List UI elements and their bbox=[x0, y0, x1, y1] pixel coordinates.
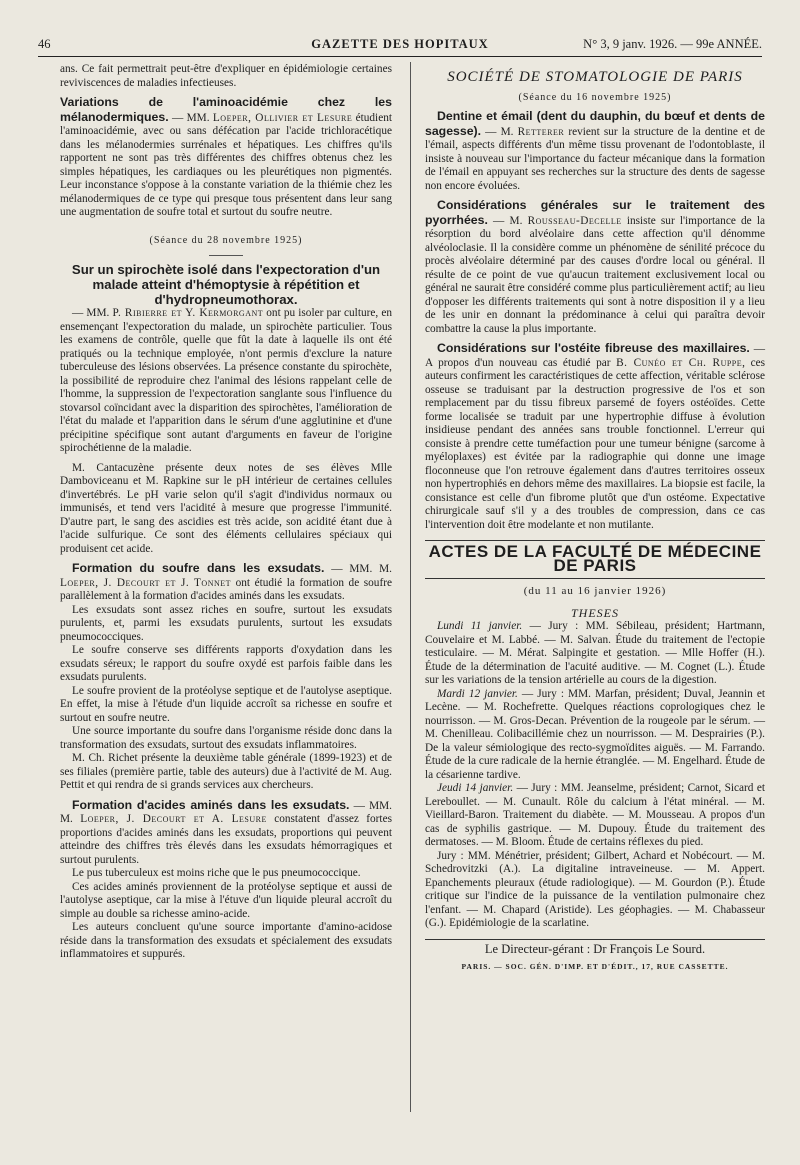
article-authors: Loeper, J. Decourt et J. Tonnet bbox=[60, 576, 232, 589]
article-paragraph: Le soufre conserve ses différents rapports d'oxydation dans les exsudats séreux; le rapport du soufre oxydé est parfois faible dans les exsudats purulents. bbox=[60, 644, 392, 683]
article-title: Sur un spirochète isolé dans l'expectoration d'un malade atteint d'hémoptysie à répétition et d'hydropneumothorax. bbox=[71, 262, 381, 307]
director-line: Le Directeur-gérant : Dr François Le Sourd. bbox=[484, 941, 706, 956]
article-spirochete: — MM. P. Ribierre et Y. Kermorgant ont pu isoler par culture, en ensemençant l'expectoration du malade, un spirochète particulier. Tous les examens de contrôle, quelle que fût la date à laquelle ils ont été pratiqués ou la technique employée, n'ont permis d'exclure la nature tuberculeuse des lésions observées. La présence constante du spirochète, la possibilité de reproduire chez l'animal des lésions rappelant celle de l'homme, la suppression de l'expectoration sanglante sous l'influence du stovarsol coïncidant avec la disparition des spirochètes, l'amélioration de l'état du malade et l'apparition dans le sérum d'une agglutinine et d'une précipitine spécifique sont autant d'arguments en faveur de l'origine spirochétienne de la maladie. bbox=[60, 307, 392, 454]
day-label: Lundi 11 janvier. bbox=[437, 620, 523, 632]
article-dentine: Dentine et émail (dent du dauphin, du bœuf et dents de sagesse). — M. Retterer revient sur la structure de la dentine et de l'émail, aspects différents d'un même tissu provenant de l'odontoblaste, il insiste à nouveau sur l'importance du facteur mécanique dans la formation de l'émail en appuyant ses recherches sur la structure des dents de sagesse non encore évoluées. bbox=[425, 109, 765, 192]
intro-paragraph: ans. Ce fait permettrait peut-être d'expliquer en épidémiologie certaines reviviscences de maladies infectieuses. bbox=[60, 63, 392, 89]
theses-day-tuesday bbox=[425, 688, 765, 783]
article-soufre: Formation du soufre dans les exsudats. — MM. M. Loeper, J. Decourt et J. Tonnet ont étudié la formation de soufre parallèlement à la formation d'acides aminés dans les exsudats. bbox=[60, 561, 392, 602]
article-authors: Loeper, J. Decourt et A. Lesure bbox=[80, 813, 267, 825]
article-paragraph: Une source importante du soufre dans l'organisme réside donc dans la transformation des exsudats, surtout des exsudats inflammatoires. bbox=[60, 725, 392, 751]
article-paragraph: Les exsudats sont assez riches en soufre, surtout les exsudats purulents, et, parmi les exsudats purulents, surtout les exsudats pneumococciques. bbox=[60, 603, 392, 643]
article-body: ces auteurs confirment les caractéristiques de cette affection, véritable sclérose osseuse se traduisant par la destruction progressive de l'os et son remplacement par du tissu fibreux parsemé de foyers ostéoïdes. Cette forme localisée se traduit par une hypertrophie diffuse à évolution insidieuse pendant des années sans trouble fonctionnel. L'erreur qui consiste à prendre cette tuméfaction pour une tumeur bénigne (sarcome à myéloplaxes) est évitée par la radiographie qui donne une image floconneuse que l'on retrouve également dans d'autres territoires osseux non hypertrophiés en dehors même des maxillaires. La biopsie est facile, la consistance est celle d'un fibrome plutôt que d'un ostéome. Expectative chirurgicale sauf s'il y a des troubles de compression, dans ce cas l'intervention doit être modelante et non mutilante. bbox=[425, 356, 765, 531]
issue-info: N° 3, 9 janv. 1926. — 99e ANNÉE. bbox=[583, 37, 762, 51]
article-paragraph: Le pus tuberculeux est moins riche que le pus pneumococcique. bbox=[72, 867, 361, 879]
article-paragraph: Les auteurs concluent qu'une source importante d'amino-acidose réside dans la transformation des exsudats et spécialement des exsudats inflammatoires et suppurés. bbox=[60, 921, 392, 960]
day-label: Mardi 12 janvier. bbox=[437, 687, 518, 700]
article-cantacuzene: M. Cantacuzène présente deux notes de ses élèves Mlle Damboviceanu et M. Rapkine sur le pH intérieur de certaines cellules d'invertébrés. Le pH varie selon qu'il s'agit d'individus normaux ou immunisés, et tend vers l'acidité à mesure que progresse l'immunité. D'autre part, le sang des ascidies est très acide, son acidité étant due à l'acide sulfurique. Ce sont des éléments cellulaires spéciaux qui produisent cet acide. bbox=[60, 461, 392, 555]
article-title: Considérations sur l'ostéite fibreuse des maxillaires. bbox=[437, 341, 750, 355]
article-authors: Rousseau-Decelle bbox=[527, 214, 622, 227]
article-title: Considérations générales sur le traitement des pyorrhées. bbox=[425, 198, 765, 227]
article-authors: P. Ribierre et Y. Kermorgant bbox=[112, 307, 264, 319]
article-paragraph: Le soufre provient de la protéolyse septique et de l'autolyse aseptique. En effet, la mise à l'étude d'un liquide accroît sa richesse en soufre et surtout en soufre neutre. bbox=[60, 684, 392, 724]
day-body: — Jury : MM. Sébileau, président; Hartmann, Couvelaire et M. Labbé. — M. Salvan. Étude du traitement de l'ectopie testiculaire. — M. Mérat. Salpingite et gestation. — Mlle Hoffer (H.). Étude de la détermination de l'acuité auditive. — M. Cognet (L.). Étude sur les variations de la tension artérielle au cours de la digestion. bbox=[425, 620, 765, 686]
left-column bbox=[60, 63, 392, 962]
theses-heading: THESES bbox=[571, 605, 619, 620]
journal-title: GAZETTE DES HOPITAUX bbox=[311, 37, 489, 51]
article-acides-amines: Formation d'acides aminés dans les exsudats. — MM. M. Loeper, J. Decourt et A. Lesure constatent d'assez fortes proportions d'acides aminés dans les exsudats, proportions qui peuvent atteindre des chiffres très élevés dans les exsudats hémorragiques et surtout purulents. bbox=[60, 797, 393, 866]
article-body: insiste sur l'importance de la résorption du bord alvéolaire dans cette affection qu'il dénomme alvéoloclasie. Il la considère comme un phénomène de sénilité précoce du procès alvéolaire déterminé par des causes d'ordre local ou général. Il résulte de ce point de vue qu'aucun traitement exclusivement local ou général ne saurait être considéré comme plus particulièrement actif; au lieu d'opposer les différents traitements qui sont à notre disposition il y a lieu de les unir en donnant la prédominance à celui qui paraîtra devoir combattre la cause la plus importante. bbox=[425, 214, 766, 335]
article-paragraph: Ces acides aminés proviennent de la protéolyse septique et aussi de l'autolyse aseptique, car la mise à l'étuve d'un liquide pleural accroît du simple au double sa richesse amino-acide. bbox=[60, 880, 392, 920]
day-body: — Jury : MM. Marfan, président; Duval, Jeannin et Lecène. — M. Rochefrette. Quelques réactions coprologiques chez le nourrisson. — M. Gros-Decan. Prévention de la rougeole par le sérum. — M. Chenilleau. Colibacillémie chez un nourrisson. — M. Desprairies (P.). De la valeur sémiologique des recto-sygmoïdites aiguës. — M. Farrando. Étude de la cure radicale de la hernie étranglée. — M. Engelhard. Étude de la césarienne tardive. bbox=[425, 687, 766, 781]
article-body: ont pu isoler par culture, en ensemençant l'expectoration du malade, un spirochète particulier. Tous les examens de contrôle, quelle que fût la date à laquelle ils ont été pratiqués ou la technique employée, n'ont permis d'exclure la nature tuberculeuse des lésions observées. La présence constante du spirochète, la possibilité de reproduire chez l'animal des lésions rappelant celle de l'homme, la suppression de l'expectoration sanglante sous l'influence du stovarsol coïncidant avec la disparition des spirochètes, l'amélioration de l'état du malade et l'apparition dans le sérum d'une agglutinine et d'une précipitine spécifique sont autant d'arguments en faveur de l'origine spirochétienne de la maladie. bbox=[60, 307, 392, 454]
article-authors: Loeper, Ollivier et Lesure bbox=[212, 111, 353, 124]
printer-line: PARIS. — SOC. GÉN. D'IMP. ET D'ÉDIT., 17, RUE CASSETTE. bbox=[461, 962, 729, 971]
article-body: étudient l'aminoacidémie, avec ou sans défécation par l'acide trichloracétique dans les mélanodermies surrénales et hépatiques. Les chiffres qu'ils rapportent ne sont pas très différentes des chiffres obtenus chez les simples hépatiques, les cardiaques ou les pleurétiques non pigmentés. Leur inconstance s'oppose à la constante variation de la thiémie chez les mélanodermiques de ce type qui presque tous présentent dans leur sang une augmentation de soufre total et surtout du soufre neutre. bbox=[60, 111, 392, 218]
article-body: revient sur la structure de la dentine et de l'émail, aspects différents d'un même tissu provenant de l'odontoblaste, il insiste à nouveau sur l'importance du facteur mécanique dans la formation de l'émail en appuyant ses recherches sur la structure des dents de sagesse non encore évoluées. bbox=[425, 125, 765, 192]
article-title: Formation d'acides aminés dans les exsudats. bbox=[72, 797, 350, 812]
day-body: — Jury : MM. Jeanselme, président; Carnot, Sicard et Lereboullet. — M. Cunault. Rôle du calcium à l'état minéral. — M. Vieillard-Baron. Traitement du diabète. — M. Mousseau. A propos d'un cas de syphilis gastrique. — M. Dupouy. Étude du traitement des dermatoses. — M. Bloom. Étude de certains réflexes du pied. bbox=[425, 782, 766, 848]
header-rule bbox=[38, 56, 762, 57]
article-osteite: Considérations sur l'ostéite fibreuse des maxillaires. — A propos d'un nouveau cas étudié par B. Cunéo et Ch. Ruppe, ces auteurs confirment les caractéristiques de cette affection, véritable sclérose osseuse se traduisant par la destruction progressive de l'os et son remplacement par du tissu fibreux parsemé de foyers ostéoïdes. Cette forme localisée se traduit par une hypertrophie diffuse à évolution insidieuse pendant des années sans trouble fonctionnel. L'erreur qui consiste à prendre cette tuméfaction pour une tumeur bénigne (sarcome à myéloplaxes) est évitée par la radiographie qui donne une image floconneuse que l'on retrouve également dans d'autres territoires osseux non hypertrophiés en dehors même des maxillaires. La biopsie est facile, la consistance est celle d'un fibrome plutôt que d'un ostéome. Expectative chirurgicale sauf s'il y a des troubles de compression, dans ce cas l'intervention doit être modelante et non mutilante. bbox=[425, 341, 765, 531]
society-title: SOCIÉTÉ DE STOMATOLOGIE DE PARIS bbox=[447, 69, 743, 85]
article-paragraph: M. Ch. Richet présente la deuxième table générale (1899-1923) et de ses filiales (première partie, table des auteurs) due à l'activité de M. Aug. Pettit et qui rendra de si grands services aux chercheurs. bbox=[60, 752, 392, 791]
seance-date: (Séance du 28 novembre 1925) bbox=[149, 234, 303, 246]
article-title: Dentine et émail (dent du dauphin, du bœuf et dents de sagesse). bbox=[425, 109, 765, 138]
faculty-acts-dates: (du 11 au 16 janvier 1926) bbox=[523, 585, 667, 597]
article-authors: B. Cunéo et Ch. Ruppe bbox=[616, 356, 743, 369]
article-aminoacidemie: Variations de l'aminoacidémie chez les mélanodermiques. — MM. Loeper, Ollivier et Lesure étudient l'aminoacidémie, avec ou sans défécation par l'acide trichloracétique dans les mélanodermies surrénales et hépatiques. Les chiffres qu'ils rapportent ne sont pas très différentes des chiffres obtenus chez les simples hépatiques, les cardiaques ou les pleurétiques non pigmentés. Leur inconstance s'oppose à la constante variation de la thiémie chez les mélanodermiques de ce type qui presque tous présentent dans leur sang une augmentation de soufre total et surtout du soufre neutre. bbox=[60, 95, 392, 218]
theses-day-thursday bbox=[425, 782, 765, 850]
article-title: Formation du soufre dans les exsudats. bbox=[72, 561, 325, 575]
page-number: 46 bbox=[38, 37, 51, 51]
page-header bbox=[38, 34, 762, 56]
faculty-acts-header bbox=[425, 540, 765, 579]
seance-rule bbox=[209, 255, 243, 256]
theses-day-monday bbox=[425, 620, 765, 688]
footer-rule bbox=[425, 939, 765, 940]
article-title: Variations de l'aminoacidémie chez les mélanodermiques. bbox=[60, 95, 392, 124]
article-body: constatent d'assez fortes proportions d'acides aminés dans les exsudats, proportions qui peuvent atteindre des chiffres très élevés dans les exsudats hémorragiques et surtout purulents. bbox=[60, 813, 392, 866]
column-divider bbox=[410, 62, 411, 1112]
article-authors: Retterer bbox=[517, 125, 565, 138]
seance-date: (Séance du 16 novembre 1925) bbox=[518, 91, 672, 103]
article-pyorrhees: Considérations générales sur le traitement des pyorrhées. — M. Rousseau-Decelle insiste sur l'importance de la résorption du bord alvéolaire dans cette affection qu'il dénomme alvéoloclasie. Il la considère comme un phénomène de sénilité précoce du procès alvéolaire déterminé par des causes d'ordre local ou général. Il résulte de ce point de vue qu'aucun traitement exclusivement local ou général ne saurait être considéré comme plus particulièrement actif; au lieu d'opposer les différents traitements qui sont à notre disposition il y a lieu de les unir en donnant la prédominance à celui qui paraîtra devoir combattre la cause la plus importante. bbox=[425, 198, 766, 335]
right-column bbox=[425, 63, 765, 974]
theses-day-thursday-jury2: Jury : MM. Ménétrier, président; Gilbert, Achard et Nobécourt. — M. Schedrovitzki (A.). La digitaline intraveineuse. — M. Appert. Epanchements pleuraux (étude radiologique). — M. Gourdon (P.). Étude critique sur l'indice de la puissance de la ventilation pulmonaire chez l'enfant. — M. Chapard (Aristide). Les géophagies. — M. Chabasseur (G.). Epidémiologie de la scarlatine. bbox=[425, 849, 765, 929]
faculty-acts-title: ACTES DE LA FACULTÉ DE MÉDECINE DE PARIS bbox=[428, 542, 762, 575]
article-body: ont étudié la formation de soufre parallèlement à la formation d'acides aminés dans les exsudats. bbox=[60, 576, 392, 602]
day-label: Jeudi 14 janvier. bbox=[437, 782, 514, 794]
